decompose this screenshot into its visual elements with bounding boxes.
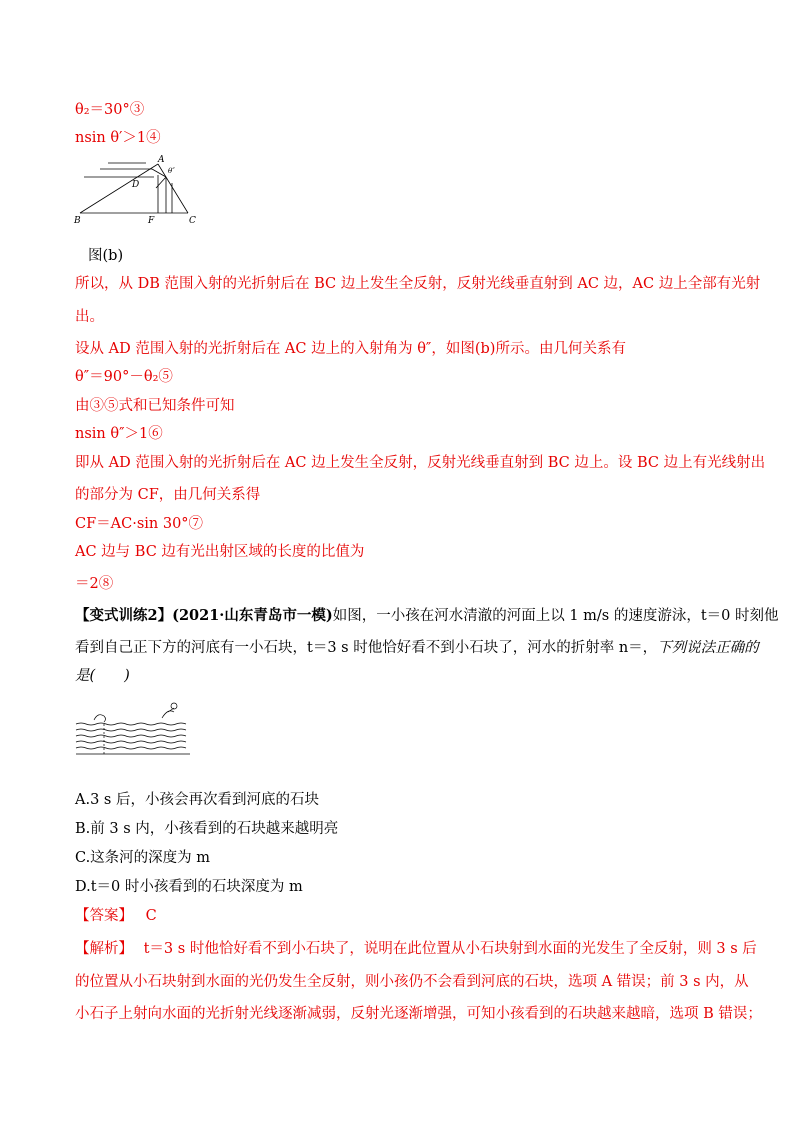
vertex-label-c: C — [189, 216, 196, 225]
option-b: B.前 3 s 内，小孩看到的石块越来越明亮 — [75, 821, 339, 837]
answer-line — [75, 906, 157, 926]
paragraph-4-line-1: 即从 AD 范围入射的光折射后在 AC 边上发生全反射，反射光线垂直射到 BC 边上。设 BC 边上有光线射出 — [75, 455, 766, 471]
angle-label-theta: θ″ — [168, 167, 175, 175]
answer-label: 【答案】 — [75, 908, 133, 924]
river-swimmer-illustration — [74, 698, 192, 758]
analysis-line-2: 的位置从小石块射到水面的光仍发生全反射，则小孩仍不会看到河底的石块，选项 A 错误；前 3 s 内，从 — [75, 974, 749, 990]
exercise-stem-line-2 — [75, 638, 759, 658]
figure-caption: 图(b) — [88, 248, 124, 264]
paragraph-4-line-2: 的部分为 CF，由几何关系得 — [75, 487, 261, 503]
exercise-stem-text: 如图，一小孩在河水清澈的河面上以 1 m/s 的速度游泳，t＝0 时刻他 — [332, 608, 779, 624]
exercise-stem-line-3: 是( ) — [75, 668, 130, 684]
option-d: D.t＝0 时小孩看到的石块深度为 m — [75, 879, 303, 895]
analysis-text-1: t＝3 s 时他恰好看不到小石块了，说明在此位置从小石块射到水面的光发生了全反射，则 3 s 后 — [143, 941, 757, 957]
equation-5: θ″＝90°－θ₂⑤ — [75, 369, 173, 385]
exercise-stem-italic: 下列说法正确的 — [657, 640, 759, 656]
equation-6: nsin θ″＞1⑥ — [75, 426, 163, 442]
exercise-stem-line-1 — [75, 606, 779, 626]
analysis-line-1 — [75, 939, 757, 959]
paragraph-2: 设从 AD 范围入射的光折射后在 AC 边上的入射角为 θ″，如图(b)所示。由几何关系有 — [75, 341, 626, 357]
equation-3: θ₂＝30°③ — [75, 102, 145, 118]
equation-7: CF＝AC·sin 30°⑦ — [75, 516, 204, 532]
point-label-f: F — [148, 216, 155, 225]
paragraph-3: 由③⑤式和已知条件可知 — [75, 398, 235, 414]
exercise-stem-normal: 看到自己正下方的河底有一小石块，t＝3 s 时他恰好看不到小石块了，河水的折射率 n＝， — [75, 640, 658, 656]
vertex-label-b: B — [74, 216, 81, 225]
option-a: A.3 s 后，小孩会再次看到河底的石块 — [75, 792, 319, 808]
paragraph-1-line-2: 出。 — [75, 309, 104, 325]
equation-4: nsin θ′＞1④ — [75, 130, 161, 146]
vertex-label-a: A — [158, 155, 165, 165]
analysis-line-3: 小石子上射向水面的光折射光线逐渐减弱，反射光逐渐增强，可知小孩看到的石块越来越暗，选项 B 错误； — [75, 1006, 762, 1022]
prism-diagram-figure-b — [70, 155, 205, 225]
equation-8: ＝2⑧ — [75, 576, 114, 592]
paragraph-1-line-1: 所以，从 DB 范围入射的光折射后在 BC 边上发生全反射，反射光线垂直射到 AC 边，AC 边上全部有光射 — [75, 276, 761, 292]
point-label-d: D — [132, 180, 140, 190]
exercise-tag: 【变式训练2】(2021·山东青岛市一模) — [75, 607, 333, 624]
paragraph-5: AC 边与 BC 边有光出射区域的长度的比值为 — [75, 544, 365, 560]
analysis-label: 【解析】 — [75, 941, 133, 957]
answer-value: C — [145, 908, 157, 924]
option-c: C.这条河的深度为 m — [75, 850, 211, 866]
